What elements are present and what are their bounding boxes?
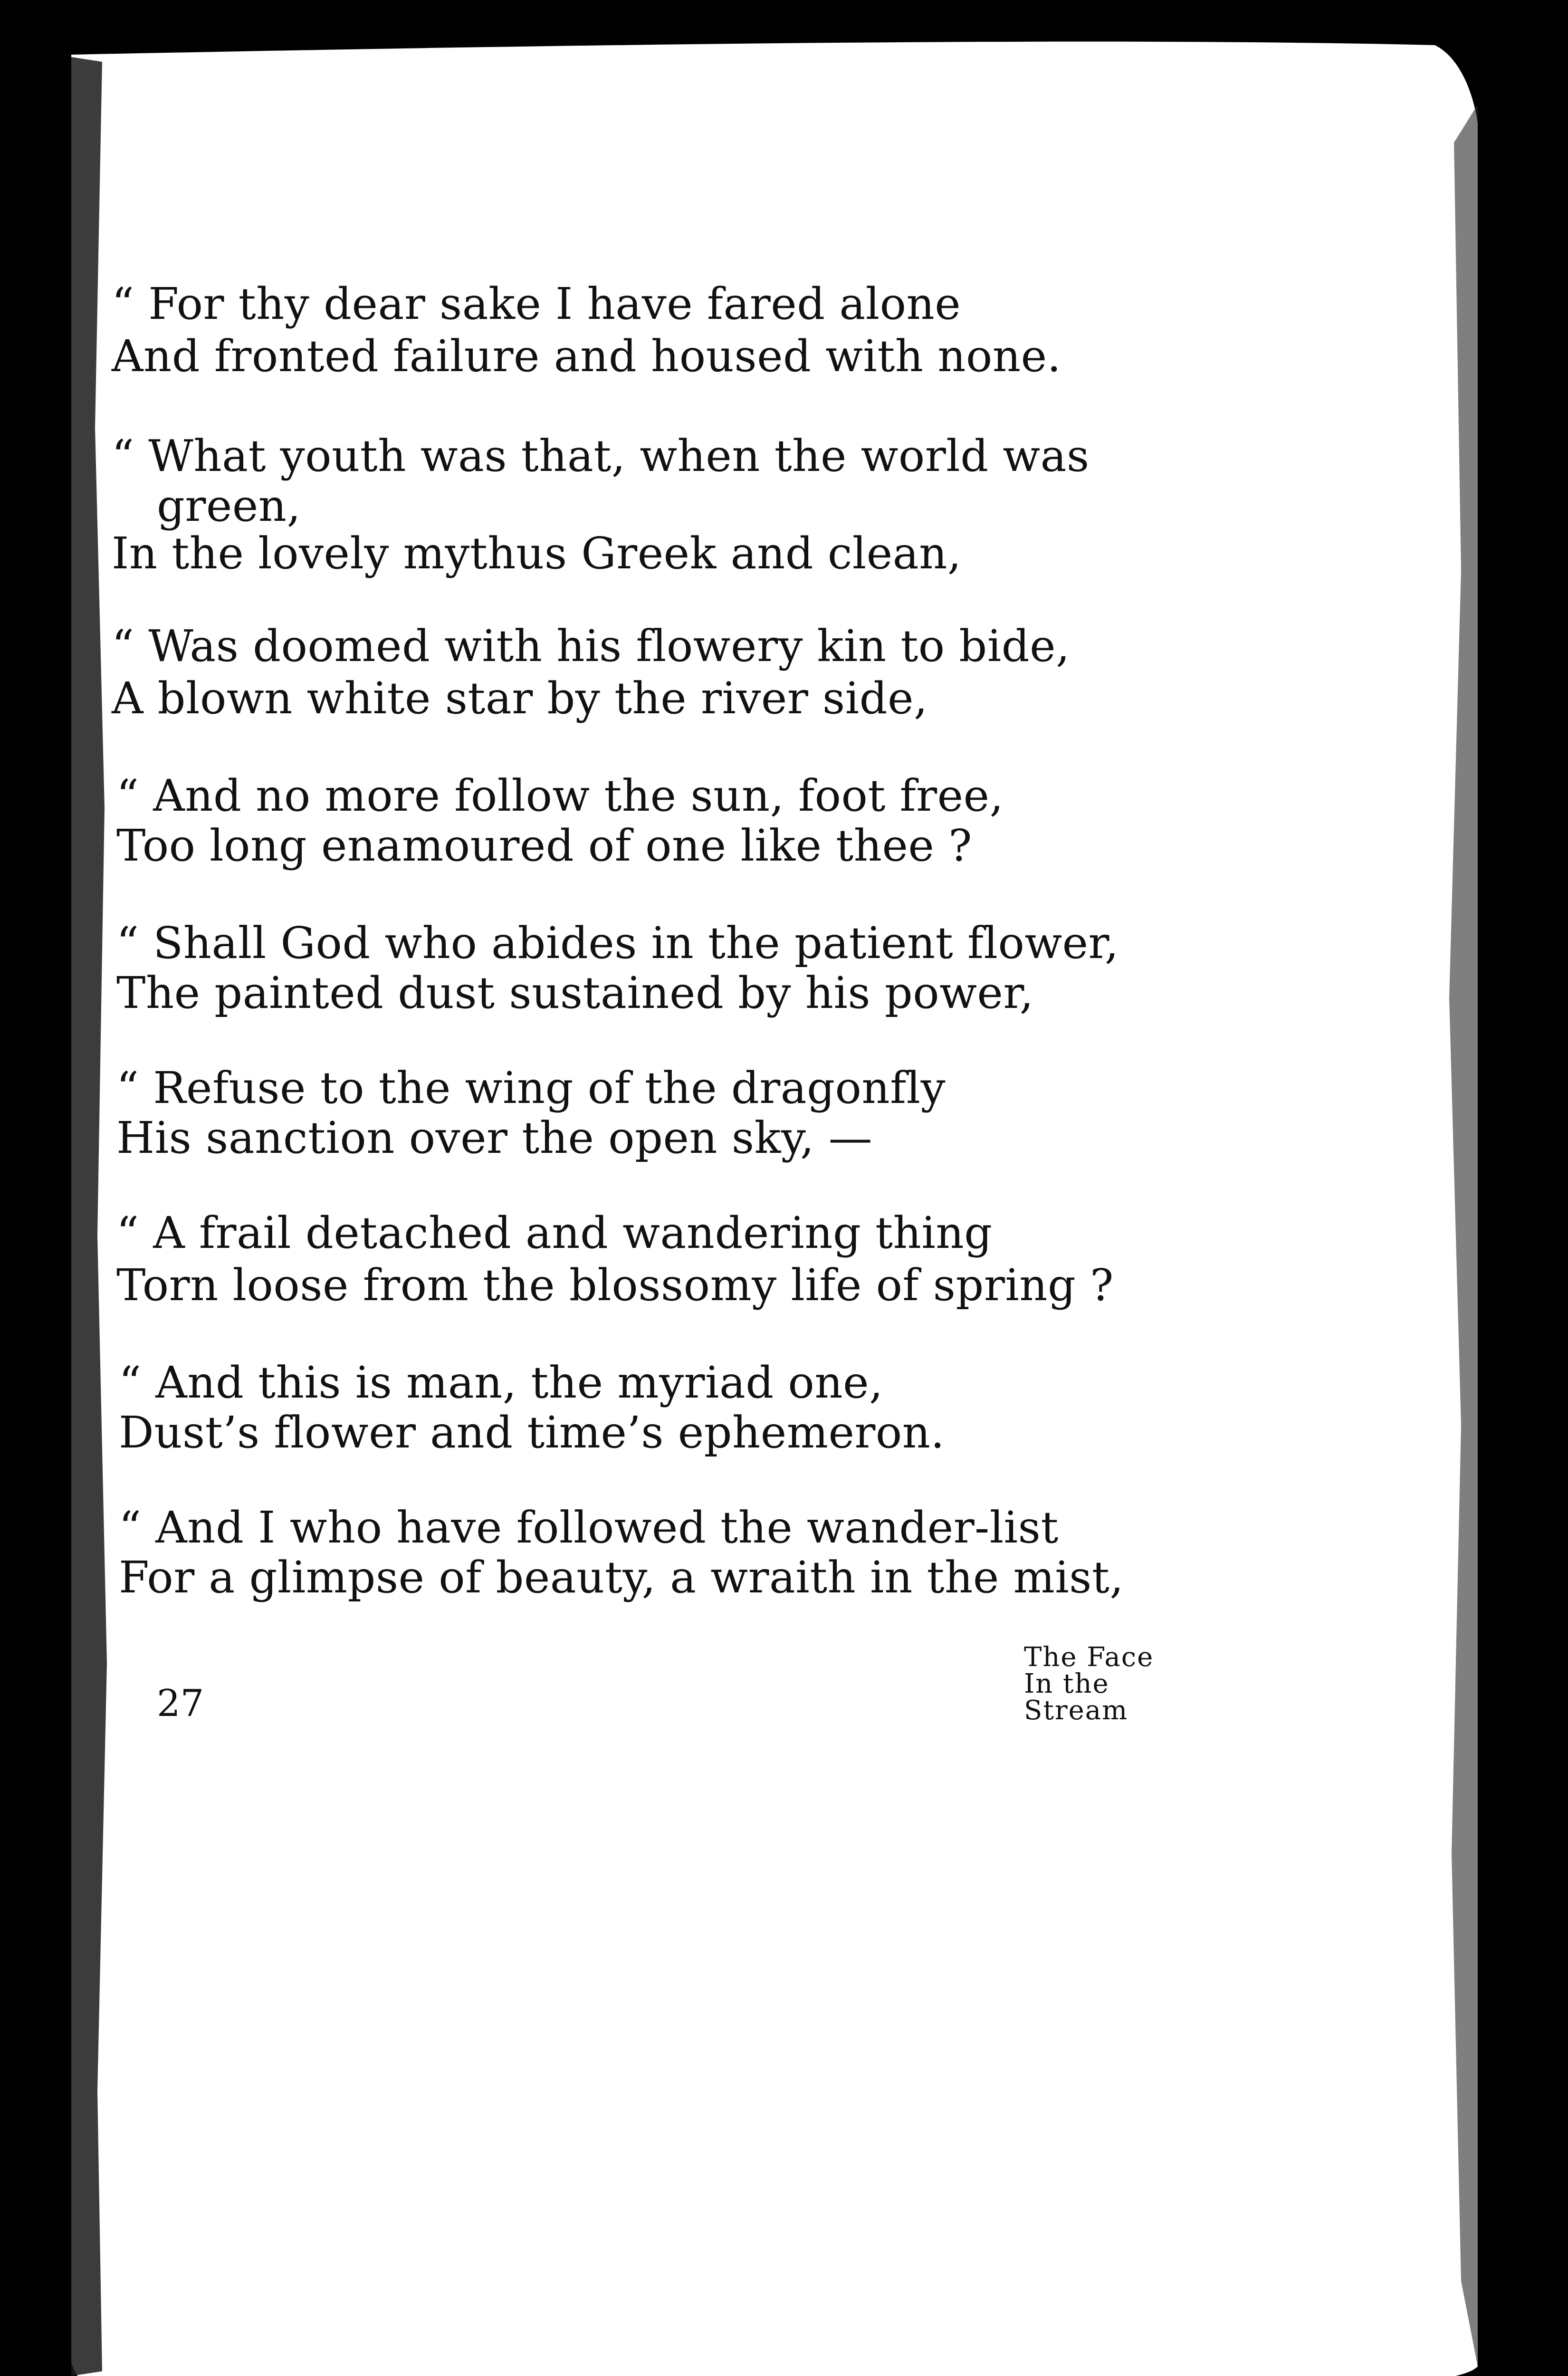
poem-line: And fronted failure and housed with none. [112, 331, 1061, 382]
running-title-line: The Face [1024, 1642, 1154, 1673]
running-title [1024, 1644, 1154, 1724]
poem-line: “ Shall God who abides in the patient flower, [116, 918, 1119, 968]
poem-line: “ And no more follow the sun, foot free, [116, 770, 1004, 821]
poem-line: For a glimpse of beauty, a wraith in the mist, [119, 1552, 1124, 1603]
poem-line: “ Was doomed with his flowery kin to bide, [112, 621, 1070, 671]
poem-line: A blown white star by the river side, [112, 673, 928, 724]
poem-line: Torn loose from the blossomy life of spring ? [116, 1260, 1114, 1311]
poem-line: “ Refuse to the wing of the dragonfly [116, 1063, 946, 1113]
running-title-line: In the [1024, 1668, 1109, 1699]
page-number: 27 [157, 1682, 204, 1725]
poem-line: “ A frail detached and wandering thing [116, 1207, 993, 1258]
poem-line: “ For thy dear sake I have fared alone [112, 278, 961, 329]
poem-line: In the lovely mythus Greek and clean, [112, 528, 962, 579]
poem-line: Too long enamoured of one like thee ? [116, 820, 972, 871]
poem-line: His sanction over the open sky, — [116, 1112, 873, 1163]
poem-line: “ What youth was that, when the world was [112, 431, 1090, 481]
poem-line: green, [157, 480, 301, 531]
poem-line: “ And I who have followed the wander-list [119, 1502, 1059, 1553]
poem-line: The painted dust sustained by his power, [116, 968, 1034, 1018]
poem-line: “ And this is man, the myriad one, [119, 1357, 883, 1408]
poem-line: Dust’s flower and time’s ephemeron. [119, 1407, 945, 1458]
running-title-line: Stream [1024, 1695, 1128, 1726]
